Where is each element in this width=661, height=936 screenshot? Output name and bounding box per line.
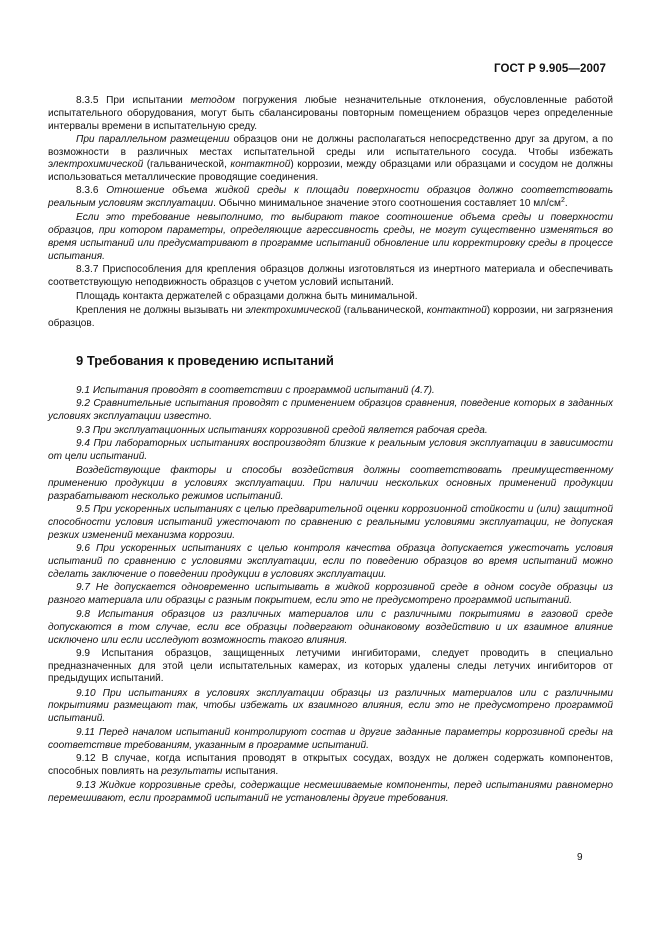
text: Приспособления для крепления образцов должны изготовляться из инертного материала и обеспечивать соответствующую неподвижность образцов с учетом условий испытаний. <box>48 264 613 288</box>
italic-text: 9.7 Не допускается одновременно испытывать в жидкой коррозивной среде в одном сосуде образцы из разного материала или образцы с разным покрытием, если это не предусмотрено программой испытаний. <box>48 582 613 606</box>
paragraph-8-3-7-fastening <box>48 305 613 331</box>
paragraph-9-10 <box>48 688 613 726</box>
paragraph-9-4-factors <box>48 465 613 503</box>
text: Крепления не должны вызывать ни <box>76 305 246 317</box>
italic-text: 9.13 Жидкие коррозивные среды, содержащие несмешиваемые компоненты, перед испытаниями равномерно перемешивают, если программой испытаний не установлены другие требования. <box>48 780 613 805</box>
text: погружения любые незначительные отклонения, обусловленные работой испытательного оборудования, могут быть сбалансированы повторным помещением образцов через определенные интервалы времени в испытательную среду. <box>48 95 613 132</box>
paragraph-9-2 <box>48 398 613 424</box>
italic-term: электрохимической <box>245 305 341 317</box>
clause-number: 8.3.7 <box>76 264 99 276</box>
text: (гальванической, <box>143 159 231 171</box>
italic-term: методом <box>190 95 235 106</box>
paragraph-9-8 <box>48 609 613 647</box>
italic-text: 9.1 Испытания проводят в соответствии с программой испытаний (4.7). <box>76 384 435 396</box>
text: (гальванической, <box>340 305 427 317</box>
text: . <box>564 198 568 210</box>
paragraph-8-3-5-parallel <box>48 134 613 185</box>
clause-number: 8.3.6 <box>76 185 99 197</box>
italic-text: 9.6 При ускоренных испытаниях с целью контроля качества образца допускается ужесточать условия испытаний по сравнению с условиями эксплуатации, если по поведению образцов во время испытаний можно сделать заключение о поведении продукции в условиях эксплуатации. <box>48 543 613 580</box>
italic-text: 9.10 При испытаниях в условиях эксплуатации образцы из различных материалов или с различными покрытиями размещают так, чтобы избежать их взаимного влияния, если это не предусмотрено программой испытаний. <box>48 687 613 725</box>
paragraph-8-3-6 <box>48 185 613 211</box>
paragraph-9-3 <box>48 425 613 438</box>
italic-text: Отношение объема жидкой среды к площади поверхности образцов должно соответствовать реальным условиям эксплуатации <box>48 185 613 210</box>
document-header-id: ГОСТ Р 9.905—2007 <box>494 63 606 75</box>
italic-term: При параллельном размещении <box>76 133 230 145</box>
paragraph-9-13 <box>48 780 613 806</box>
italic-text: Если это требование невыполнимо, то выбирают такое соотношение объема среды и поверхности образцов, при котором параметры, определяющие агрессивность среды, не могут существенно изменяться во время испытаний или предусматривают в программе испытаний обновление или корректировку среды в процессе испытания. <box>48 212 613 262</box>
page-body <box>48 95 613 806</box>
clause-number: 8.3.5 <box>76 95 99 106</box>
paragraph-9-7 <box>48 582 613 608</box>
italic-text: 9.3 При эксплуатационных испытаниях коррозивной средой является рабочая среда. <box>76 425 488 437</box>
italic-text: 9.8 Испытания образцов из различных материалов или с различными покрытиями в газовой среде допускаются в том случае, если все образцы подвергают одинаковому воздействию и их взаимное влияние исключено или если исследуют возможность такого влияния. <box>48 609 613 646</box>
italic-text: 9.4 При лабораторных испытаниях воспроизводят близкие к реальным условия эксплуатации в зависимости от цели испытаний. <box>48 438 613 463</box>
text: испытания. <box>222 766 279 778</box>
paragraph-9-5 <box>48 504 613 542</box>
paragraph-9-4 <box>48 438 613 464</box>
paragraph-8-3-6-alt <box>48 212 613 263</box>
italic-text: 9.5 При ускоренных испытаниях с целью предварительной оценки коррозионной стойкости и (или) защитной способности условия испытаний ужесточают по сравнению с реальными условиями эксплуатации, не допуская резких изменений механизма коррозии. <box>48 504 613 541</box>
paragraph-9-6 <box>48 543 613 581</box>
text: 9.12 В случае, когда испытания проводят в открытых сосудах, воздух не должен содержать компонентов, способных повлиять на <box>48 753 613 778</box>
paragraph-8-3-5 <box>48 95 613 133</box>
section-9-heading: 9 Требования к проведению испытаний <box>76 352 334 368</box>
italic-term: электрохимической <box>48 159 144 171</box>
page-number: 9 <box>577 852 583 863</box>
paragraph-8-3-7 <box>48 264 613 290</box>
italic-term: контактной <box>230 159 291 171</box>
paragraph-9-11 <box>48 727 613 753</box>
italic-text: 9.2 Сравнительные испытания проводят с применением образцов сравнения, поведение которых в заданных условиях эксплуатации известно. <box>48 398 613 422</box>
text: При испытании <box>98 95 191 106</box>
text: ) коррозии, ни загрязнения образцов. <box>48 305 613 330</box>
italic-term: результаты <box>161 766 223 778</box>
italic-text: 9.11 Перед началом испытаний контролируют состав и другие заданные параметры коррозивной среды на соответствие требованиям, указанным в программе испытаний. <box>48 727 613 752</box>
paragraph-9-12 <box>48 753 613 779</box>
italic-term: контактной <box>426 305 487 317</box>
superscript: 2 <box>560 197 565 205</box>
italic-text: Воздействующие факторы и способы воздействия должны соответствовать преимущественному применению продукции в условиях эксплуатации. При наличии нескольких основных применений продукции разрабатывают несколько режимов испытаний. <box>48 465 613 502</box>
text: ) коррозии, между образцами или образцами и сосудом не должны использоваться металлические проводящие соединения. <box>48 159 613 184</box>
paragraph-9-9: 9.9 Испытания образцов, защищенных летучими ингибиторами, следует проводить в специально предназначенных для этой цели испытательных камерах, из которых удалены следы летучих ингибиторов от предыдущих испытаний. <box>48 647 613 685</box>
paragraph-9-1 <box>48 385 613 398</box>
paragraph-8-3-7-contact: Площадь контакта держателей с образцами должна быть минимальной. <box>76 291 418 303</box>
text: . Обычно минимальное значение этого соотношения составляет 10 мл/см <box>213 198 561 210</box>
text: образцов они не должны располагаться непосредственно друг за другом, а по возможности в различных местах испытательной среды или испытательного сосуда. Чтобы избежать <box>48 133 613 158</box>
